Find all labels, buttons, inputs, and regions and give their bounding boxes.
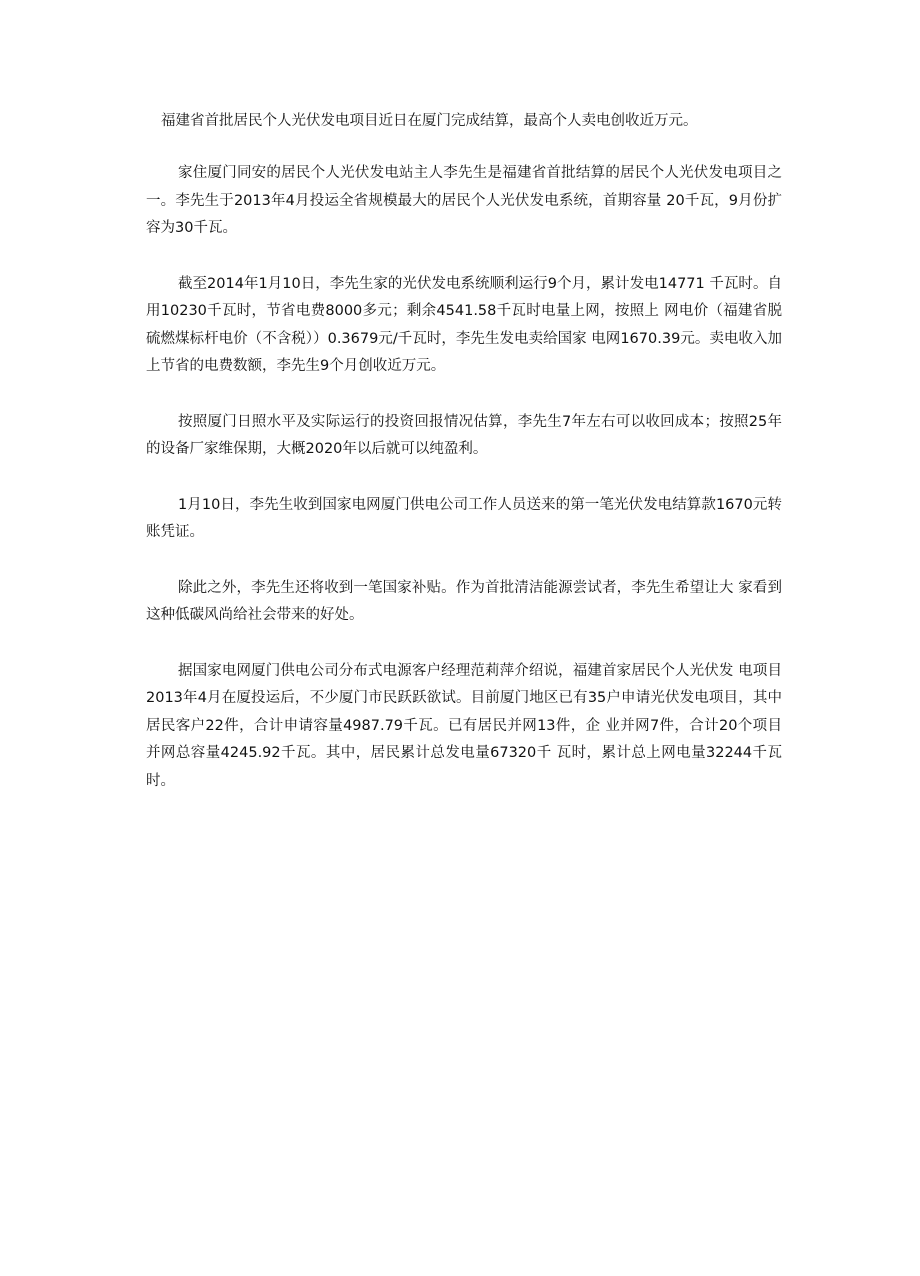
paragraph-xiamen-overview: 据国家电网厦门供电公司分布式电源客户经理范莉萍介绍说，福建首家居民个人光伏发 电项目2013年4月在厦投运后，不少厦门市民跃跃欲试。目前厦门地区已有35户申请光伏发电项目，其中居民客户22件，合计申请容量4987.79千瓦。已有居民并网13件，企 业并网7件，合计20个项目并网总容量4245.92千瓦。其中，居民累计总发电量67320千 瓦时，累计总上网电量32244千瓦时。 (146, 662, 782, 789)
paragraph-subsidy: 除此之外，李先生还将收到一笔国家补贴。作为首批清洁能源尝试者，李先生希望让大 家看到这种低碳风尚给社会带来的好处。 (146, 579, 782, 623)
paragraph-owner-intro: 家住厦门同安的居民个人光伏发电站主人李先生是福建省首批结算的居民个人光伏发电项目之一。李先生于2013年4月投运全省规模最大的居民个人光伏发电系统，首期容量 20千瓦，9月份扩容为30千瓦。 (146, 165, 782, 236)
paragraph-payback-estimate: 按照厦门日照水平及实际运行的投资回报情况估算，李先生7年左右可以收回成本；按照25年的设备厂家维保期，大概2020年以后就可以纯盈利。 (146, 413, 782, 457)
paragraph-generation-stats: 截至2014年1月10日，李先生家的光伏发电系统顺利运行9个月，累计发电14771 千瓦时。自用10230千瓦时，节省电费8000多元；剩余4541.58千瓦时电量上网，按照上 网电价（福建省脱硫燃煤标杆电价（不含税））0.3679元/千瓦时，李先生发电卖给国家 电网1670.39元。卖电收入加上节省的电费数额，李先生9个月创收近万元。 (146, 275, 782, 374)
paragraph-settlement-voucher: 1月10日，李先生收到国家电网厦门供电公司工作人员送来的第一笔光伏发电结算款1670元转账凭证。 (146, 496, 782, 540)
article-body (146, 108, 782, 823)
article-lead: 福建省首批居民个人光伏发电项目近日在厦门完成结算，最高个人卖电创收近万元。 (161, 113, 698, 129)
